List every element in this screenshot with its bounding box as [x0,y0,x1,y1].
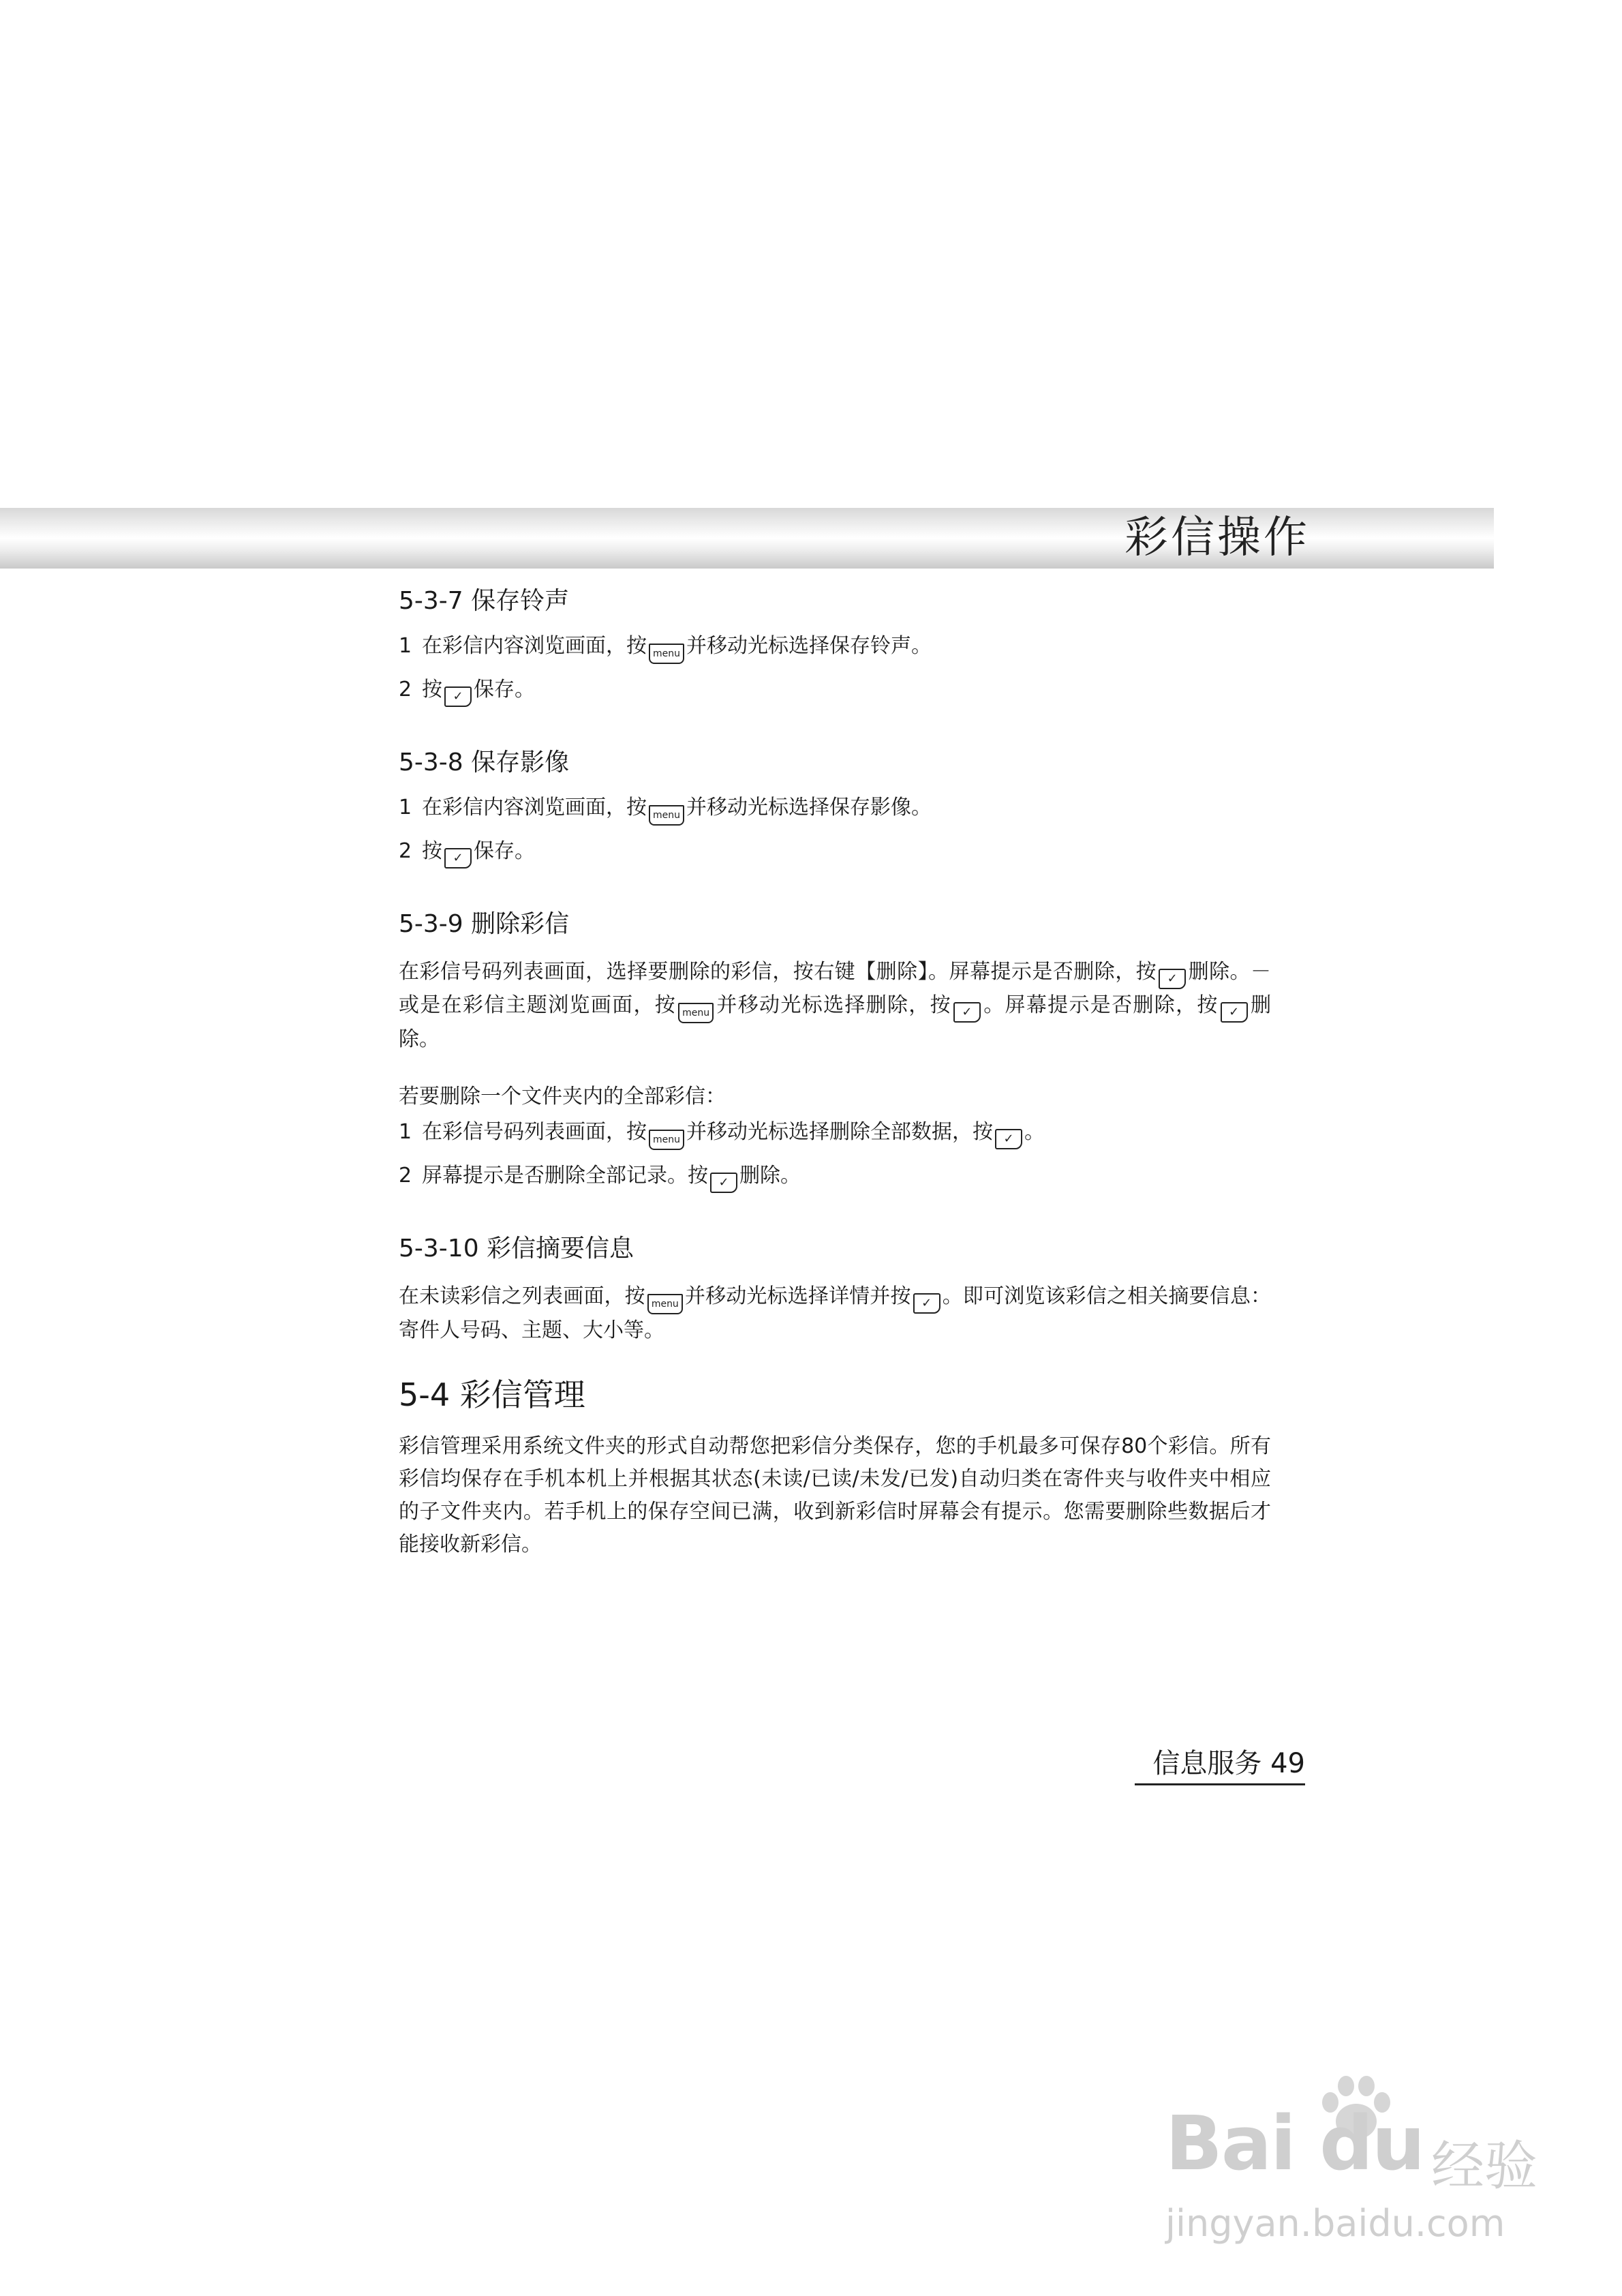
step-5-3-9-1 [399,1119,1271,1150]
step-text: 并移动光标选择删除全部数据，按 [686,1120,993,1144]
baidu-watermark [1152,2100,1561,2270]
para-text: 在未读彩信之列表画面，按 [399,1284,645,1308]
banner-title: 彩信操作 [1124,513,1310,563]
para-text: 并移动光标选择删除，按 [716,993,951,1017]
menu-key-icon: menu [678,1003,714,1023]
ok-key-icon: ✓ [1221,1002,1248,1023]
paragraph-5-4: 彩信管理采用系统文件夹的形式自动帮您把彩信分类保存，您的手机最多可保存80个彩信。所有彩信均保存在手机本机上并根据其状态(未读/已读/未发/已发)自动归类在寄件夹与收件夹中相应的子文件夹内。若手机上的保存空间已满，收到新彩信时屏幕会有提示。您需要删除些数据后才能接收新彩信。 [399,1434,1271,1556]
step-text: 并移动光标选择保存铃声。 [686,634,932,658]
ok-key-icon: ✓ [995,1129,1022,1149]
paragraph-5-3-9 [399,956,1271,1056]
para-text: 在彩信号码列表画面，选择要删除的彩信，按右键【删除】。屏幕提示是否删除，按 [399,960,1157,984]
heading-5-3-7: 5-3-7 保存铃声 [399,587,570,615]
step-text: 保存。 [474,678,535,701]
menu-key-icon: menu [647,1294,683,1314]
step-number: 1 [399,1120,412,1144]
page-footer: 信息服务 49 [1135,1747,1305,1785]
para-text: 删除。 [399,993,1272,1051]
para-text: 。屏幕提示是否删除，按 [982,993,1219,1017]
ok-key-icon: ✓ [1159,969,1186,989]
step-number: 2 [399,678,412,701]
ok-key-icon: ✓ [444,848,472,868]
ok-key-icon: ✓ [913,1293,940,1314]
para-text: 。即可浏览该彩信之相关摘要信息：寄件人号码、主题、大小等。 [399,1284,1272,1342]
step-text: 按 [422,839,442,863]
heading-5-4: 5-4 彩信管理 [399,1376,585,1413]
step-5-3-8-2 [399,838,1271,868]
step-text: 并移动光标选择保存影像。 [686,796,932,819]
watermark-url: jingyan.baidu.com [1165,2202,1505,2245]
menu-key-icon: menu [649,805,684,826]
paragraph-5-3-10 [399,1280,1271,1347]
step-5-3-7-2 [399,676,1271,707]
watermark-logo: Bai du [1165,2100,1424,2187]
heading-5-3-10: 5-3-10 彩信摘要信息 [399,1235,634,1263]
ok-key-icon: ✓ [953,1002,981,1023]
step-number: 2 [399,839,412,863]
step-number: 1 [399,796,412,819]
step-text: 。 [1024,1120,1045,1144]
step-text: 在彩信内容浏览画面，按 [422,634,647,658]
para-text: 并移动光标选择详情并按 [684,1284,911,1308]
section-banner [0,508,1494,569]
step-text: 在彩信号码列表画面，按 [422,1120,647,1144]
step-number: 1 [399,634,412,658]
step-5-3-7-1 [399,633,1271,664]
heading-5-3-9: 5-3-9 删除彩信 [399,910,570,938]
step-text: 删除。 [739,1164,801,1188]
heading-5-3-8: 5-3-8 保存影像 [399,749,570,776]
document-content [399,585,1271,1561]
para-text: 删除。－或是在彩信主题浏览画面，按 [399,960,1272,1017]
step-text: 在彩信内容浏览画面，按 [422,796,647,819]
step-text: 屏幕提示是否删除全部记录。按 [422,1164,708,1188]
step-number: 2 [399,1164,412,1188]
ok-key-icon: ✓ [710,1173,737,1193]
watermark-brand: 经验 [1431,2136,1538,2197]
step-5-3-8-1 [399,794,1271,826]
step-text: 按 [422,678,442,701]
step-5-3-9-2 [399,1162,1271,1193]
note-delete-all: 若要删除一个文件夹内的全部彩信： [399,1085,726,1108]
menu-key-icon: menu [649,644,684,664]
ok-key-icon: ✓ [444,686,472,707]
menu-key-icon: menu [649,1130,684,1150]
step-text: 保存。 [474,839,535,863]
